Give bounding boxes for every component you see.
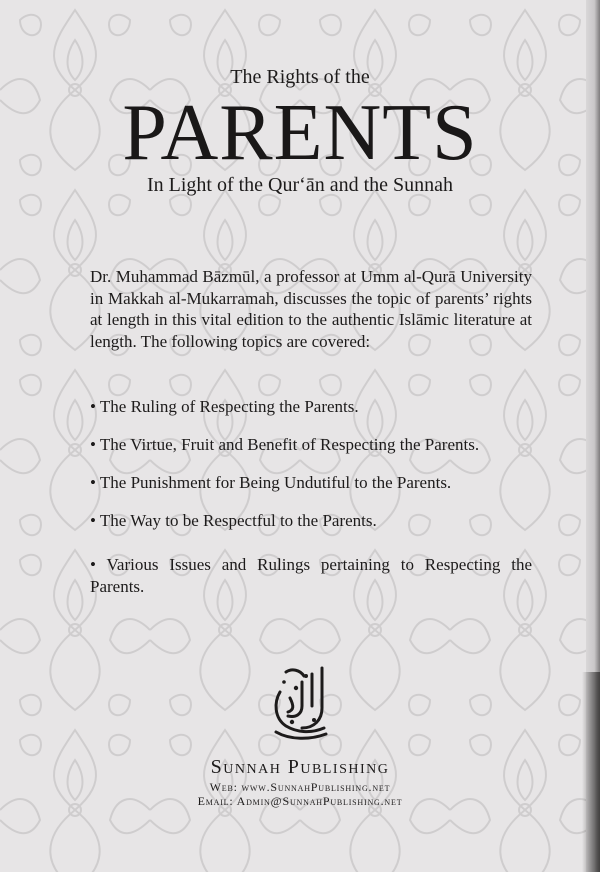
topic-item: • The Ruling of Respecting the Parents. <box>90 397 359 416</box>
publisher-email: Email: Admin@SunnahPublishing.net <box>197 794 403 808</box>
topic-item: • The Way to be Respectful to the Parents. <box>90 511 377 530</box>
publisher-website: Web: www.SunnahPublishing.net <box>209 780 391 794</box>
book-subtitle: In Light of the Qur‘ān and the Sunnah <box>146 174 454 196</box>
topic-item: • The Punishment for Being Undutiful to the Parents. <box>90 473 452 492</box>
publisher-name: Sunnah Publishing <box>210 756 390 778</box>
title-prefix: The Rights of the <box>230 66 370 88</box>
topic-item: • The Virtue, Fruit and Benefit of Respecting the Parents. <box>90 435 480 454</box>
book-description: Dr. Muhammad Bāzmūl, a professor at Umm al-Qurā University in Makkah al-Mukarramah, discusses the topic of parents’ rights at length in this vital edition to the authentic Islāmic literature at length. The following topics are covered: <box>90 267 532 351</box>
sunnah-calligraphy-logo-icon <box>266 662 334 744</box>
book-title: PARENTS <box>122 89 478 177</box>
topic-item: • Various Issues and Rulings pertaining to Respecting the Parents. <box>90 555 532 596</box>
